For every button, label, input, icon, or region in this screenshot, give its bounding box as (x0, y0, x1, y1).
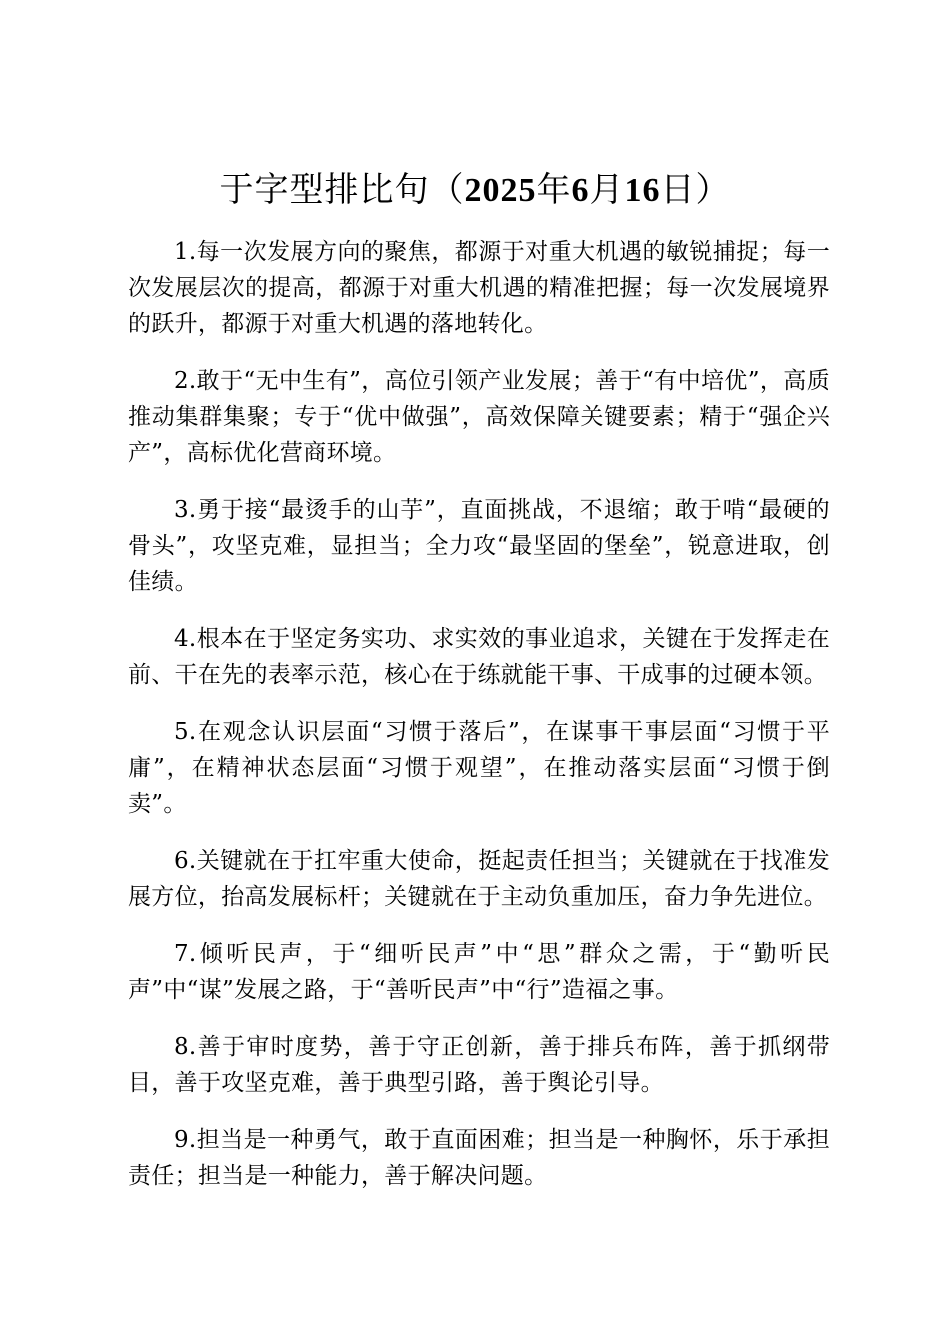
paragraph-2: 2.敢于“无中生有”，高位引领产业发展；善于“有中培优”，高质推动集群集聚；专于“优中做强”，高效保障关键要素；精于“强企兴产”，高标优化营商环境。 (128, 368, 830, 466)
paragraph-3: 3.勇于接“最烫手的山芋”，直面挑战，不退缩；敢于啃“最硬的骨头”，攻坚克难，显担当；全力攻“最坚固的堡垒”，锐意进取，创佳绩。 (128, 497, 830, 595)
document-title (0, 168, 950, 213)
paragraph-1: 1.每一次发展方向的聚焦，都源于对重大机遇的敏锐捕捉；每一次发展层次的提高，都源于对重大机遇的精准把握；每一次发展境界的跃升，都源于对重大机遇的落地转化。 (128, 239, 830, 337)
paragraph-5: 5.在观念认识层面“习惯于落后”，在谋事干事层面“习惯于平庸”，在精神状态层面“习惯于观望”，在推动落实层面“习惯于倒卖”。 (128, 719, 830, 817)
paragraph-8: 8.善于审时度势，善于守正创新，善于排兵布阵，善于抓纲带目，善于攻坚克难，善于典型引路，善于舆论引导。 (128, 1034, 830, 1096)
paragraph-4: 4.根本在于坚定务实功、求实效的事业追求，关键在于发挥走在前、干在先的表率示范，核心在于练就能干事、干成事的过硬本领。 (128, 626, 830, 688)
title-prefix: 于字型排比句（ (219, 170, 465, 210)
title-day: 16 (624, 172, 661, 209)
title-month-char: 月 (589, 170, 625, 210)
title-year-char: 年 (536, 170, 572, 210)
title-month: 6 (571, 172, 590, 209)
paragraph-6: 6.关键就在于扛牢重大使命，挺起责任担当；关键就在于找准发展方位，抬高发展标杆；关键就在于主动负重加压，奋力争先进位。 (128, 848, 830, 910)
document-body (128, 234, 830, 1215)
title-year: 2025 (464, 172, 537, 209)
title-suffix: 日） (660, 170, 731, 210)
paragraph-9: 9.担当是一种勇气，敢于直面困难；担当是一种胸怀，乐于承担责任；担当是一种能力，善于解决问题。 (128, 1127, 830, 1189)
paragraph-7: 7.倾听民声，于“细听民声”中“思”群众之需，于“勤听民声”中“谋”发展之路，于“善听民声”中“行”造福之事。 (128, 941, 830, 1003)
